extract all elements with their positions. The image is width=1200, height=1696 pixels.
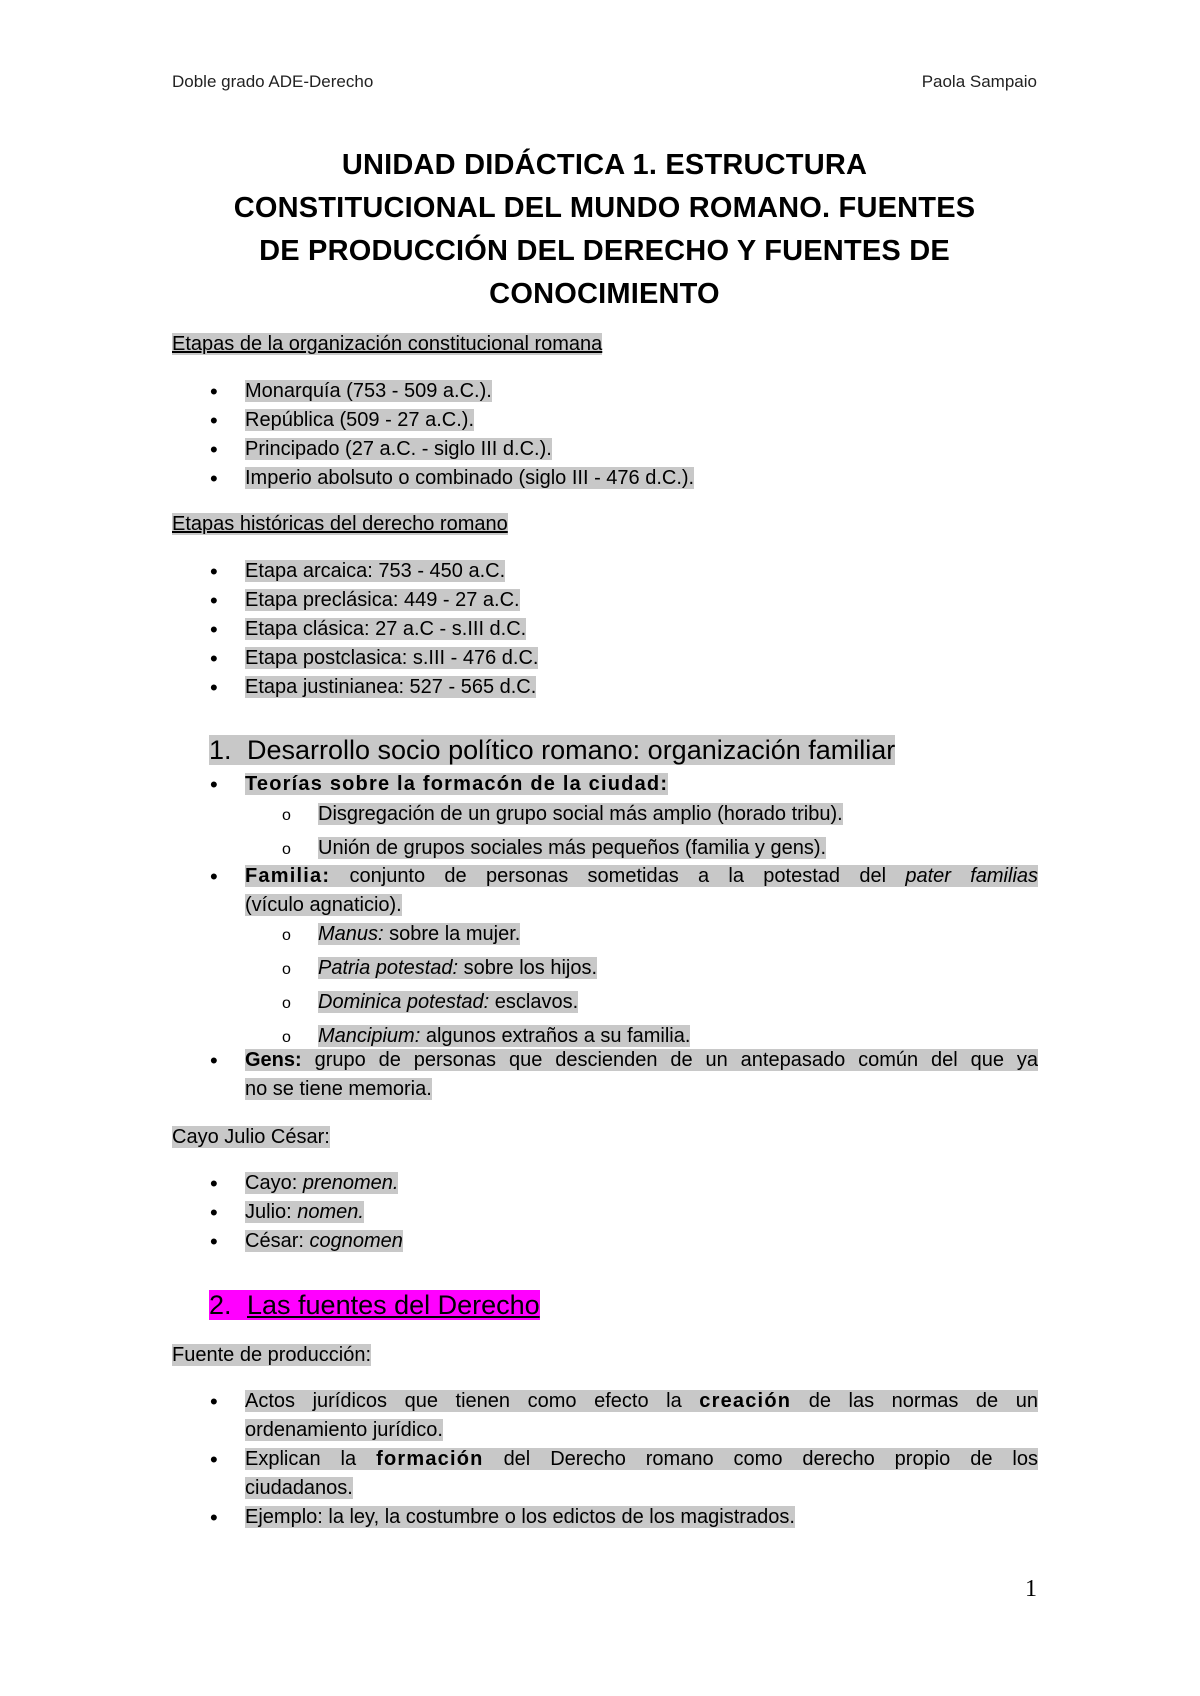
list-item: • República (509 - 27 a.C.).: [0, 406, 694, 435]
list-item: • Imperio abolsuto o combinado (siglo III - 476 d.C.).: [0, 464, 694, 493]
sub-item: o Unión de grupos sociales más pequeños (familia y gens).: [282, 837, 827, 859]
list-item: • Etapa justinianea: 527 - 565 d.C.: [0, 673, 538, 702]
sub-item: o Manus: sobre la mujer.: [282, 923, 521, 945]
org-stages-list: [0, 377, 694, 493]
gens-label: Gens:: [245, 1049, 302, 1071]
list-item: • Principado (27 a.C. - siglo III d.C.).: [0, 435, 694, 464]
heading-text: Etapas de la organización constitucional romana: [172, 333, 603, 355]
page-number: 1: [1025, 1576, 1037, 1602]
sub-item: o Mancipium: algunos extraños a su familia.: [282, 1025, 691, 1047]
fuente-item-2: • Explican la formación del Derecho romano como derecho propio de los ciudadanos.: [210, 1447, 1039, 1499]
teorias-item: • Teorías sobre la formacón de la ciudad:: [210, 772, 669, 797]
potestades-sublist: [282, 918, 690, 1054]
section-1-heading: [209, 732, 895, 768]
fuente-item-1: • Actos jurídicos que tienen como efecto la creación de las normas de un ordenamiento jurídico.: [210, 1389, 1038, 1441]
list-item: • Cayo: prenomen.: [0, 1169, 403, 1198]
section-number: 2.: [209, 1290, 232, 1320]
header-left: Doble grado ADE-Derecho: [172, 72, 374, 91]
sub-item: o Disgregación de un grupo social más amplio (horado tribu).: [282, 803, 843, 825]
title-line: DE PRODUCCIÓN DEL DERECHO Y FUENTES DE: [259, 235, 950, 267]
sub-item: o Patria potestad: sobre los hijos.: [282, 957, 598, 979]
familia-label: Familia:: [245, 865, 331, 887]
hist-stages-list: [0, 557, 538, 702]
title-line: CONOCIMIENTO: [489, 278, 720, 310]
title-line: UNIDAD DIDÁCTICA 1. ESTRUCTURA: [341, 149, 868, 181]
list-item: • Etapa preclásica: 449 - 27 a.C.: [0, 586, 538, 615]
list-item: • César: cognomen: [0, 1227, 403, 1256]
familia-item: • Familia: conjunto de personas sometidas a la potestad del pater familias (vículo agnaticio).: [210, 864, 1039, 916]
section-title: Las fuentes del Derecho: [247, 1290, 540, 1320]
sub-item: o Dominica potestad: esclavos.: [282, 991, 579, 1013]
section-heading-hist: [172, 510, 508, 538]
teorias-sublist: [282, 798, 843, 866]
fuente-heading: Fuente de producción:: [172, 1344, 372, 1366]
cayo-list: [0, 1169, 403, 1256]
section-heading-org: [172, 330, 602, 358]
cayo-heading: Cayo Julio César:: [172, 1126, 330, 1148]
gens-item: • Gens: grupo de personas que descienden de un antepasado común del que ya no se tiene memoria.: [210, 1048, 1039, 1100]
title-line: CONSTITUCIONAL DEL MUNDO ROMANO. FUENTES: [233, 192, 976, 224]
list-item: • Etapa postclasica: s.III - 476 d.C.: [0, 644, 538, 673]
heading-text: Etapas históricas del derecho romano: [172, 513, 508, 535]
list-item: • Monarquía (753 - 509 a.C.).: [0, 377, 694, 406]
list-item: • Julio: nomen.: [0, 1198, 403, 1227]
section-number: 1.: [209, 735, 232, 765]
section-title: Desarrollo socio político romano: organización familiar: [247, 735, 896, 765]
section-2-heading: [209, 1287, 540, 1323]
teorias-label: Teorías sobre la formacón de la ciudad:: [245, 773, 669, 795]
list-item: • Etapa clásica: 27 a.C - s.III d.C.: [0, 615, 538, 644]
document-title: [172, 144, 1037, 316]
list-item: • Etapa arcaica: 753 - 450 a.C.: [0, 557, 538, 586]
header-right: Paola Sampaio: [921, 72, 1037, 91]
fuente-item-3: • Ejemplo: la ley, la costumbre o los edictos de los magistrados.: [210, 1505, 795, 1530]
